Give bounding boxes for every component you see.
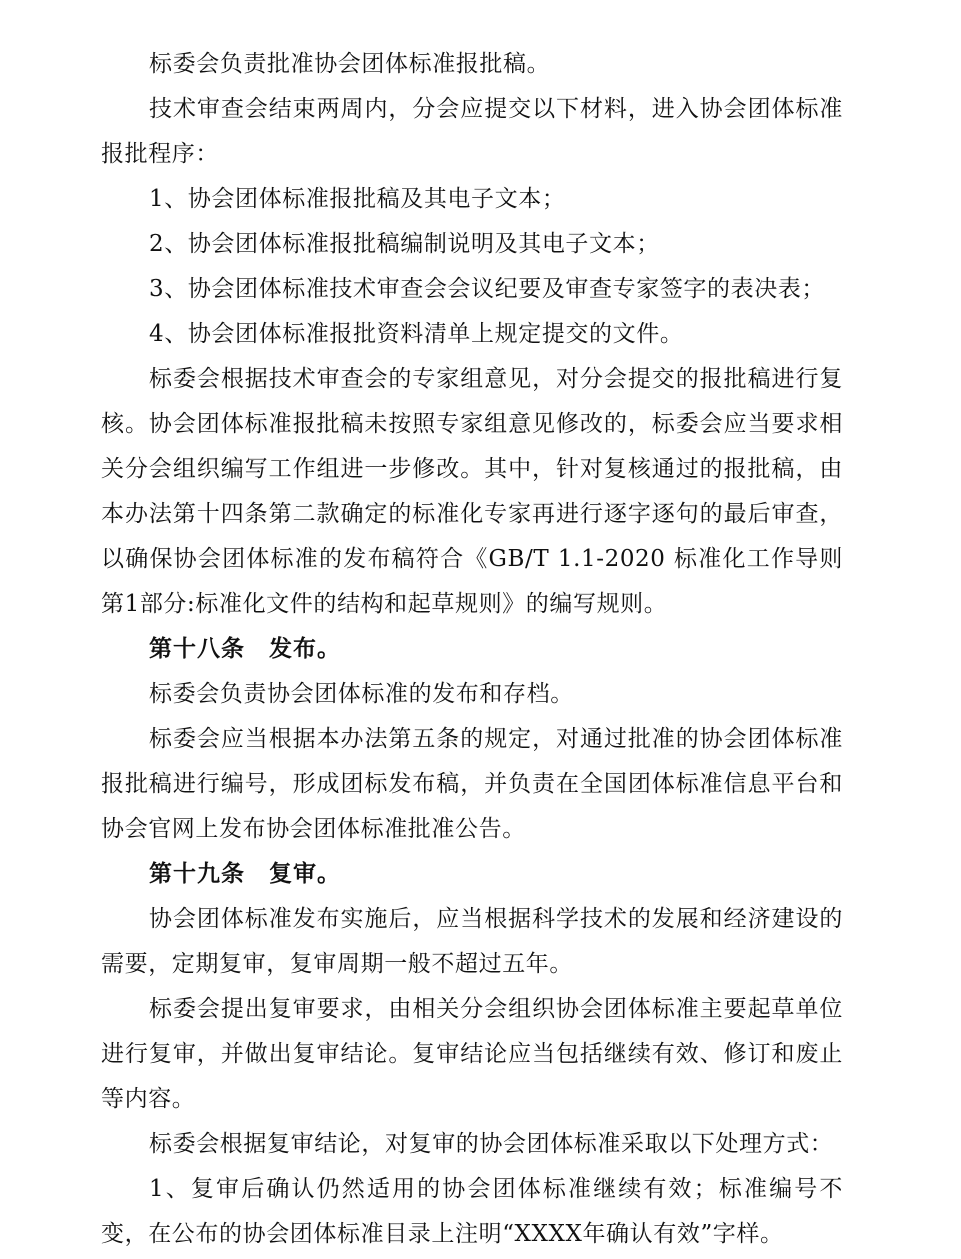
document-body	[101, 42, 843, 1257]
paragraph-approval-responsibility: 标委会负责批准协会团体标准报批稿。	[149, 51, 551, 77]
list-item-3: 3、协会团体标准技术审查会会议纪要及审查专家签字的表决表；	[149, 276, 826, 302]
paragraph-submission-intro: 技术审查会结束两周内，分会应提交以下材料，进入协会团体标准报批程序：	[101, 96, 843, 167]
article-19-heading: 第十九条 复审。	[149, 861, 341, 887]
list-item-handling-1: 1、复审后确认仍然适用的协会团体标准继续有效；标准编号不变，在公布的协会团体标准目录上注明“XXXX年确认有效”字样。	[101, 1176, 843, 1247]
paragraph-review-conclusion: 标委会提出复审要求，由相关分会组织协会团体标准主要起草单位进行复审，并做出复审结论。复审结论应当包括继续有效、修订和废止等内容。	[101, 996, 843, 1112]
paragraph-periodic-review: 协会团体标准发布实施后，应当根据科学技术的发展和经济建设的需要，定期复审，复审周期一般不超过五年。	[101, 906, 843, 977]
article-18-heading: 第十八条 发布。	[149, 636, 341, 662]
list-item-2: 2、协会团体标准报批稿编制说明及其电子文本；	[149, 231, 660, 257]
list-item-4: 4、协会团体标准报批资料清单上规定提交的文件。	[149, 321, 684, 347]
paragraph-publish-archive: 标委会负责协会团体标准的发布和存档。	[149, 681, 574, 707]
paragraph-review-process: 标委会根据技术审查会的专家组意见，对分会提交的报批稿进行复核。协会团体标准报批稿未按照专家组意见修改的，标委会应当要求相关分会组织编写工作组进一步修改。其中，针对复核通过的报批稿，由本办法第十四条第二款确定的标准化专家再进行逐字逐句的最后审查，以确保协会团体标准的发布稿符合《GB/T 1.1-2020 标准化工作导则 第1部分:标准化文件的结构和起草规则》的编写规则。	[101, 366, 843, 617]
paragraph-handling-intro: 标委会根据复审结论，对复审的协会团体标准采取以下处理方式：	[149, 1131, 834, 1157]
list-item-1: 1、协会团体标准报批稿及其电子文本；	[149, 186, 566, 212]
paragraph-publish-numbering: 标委会应当根据本办法第五条的规定，对通过批准的协会团体标准报批稿进行编号，形成团标发布稿，并负责在全国团体标准信息平台和协会官网上发布协会团体标准批准公告。	[101, 726, 843, 842]
